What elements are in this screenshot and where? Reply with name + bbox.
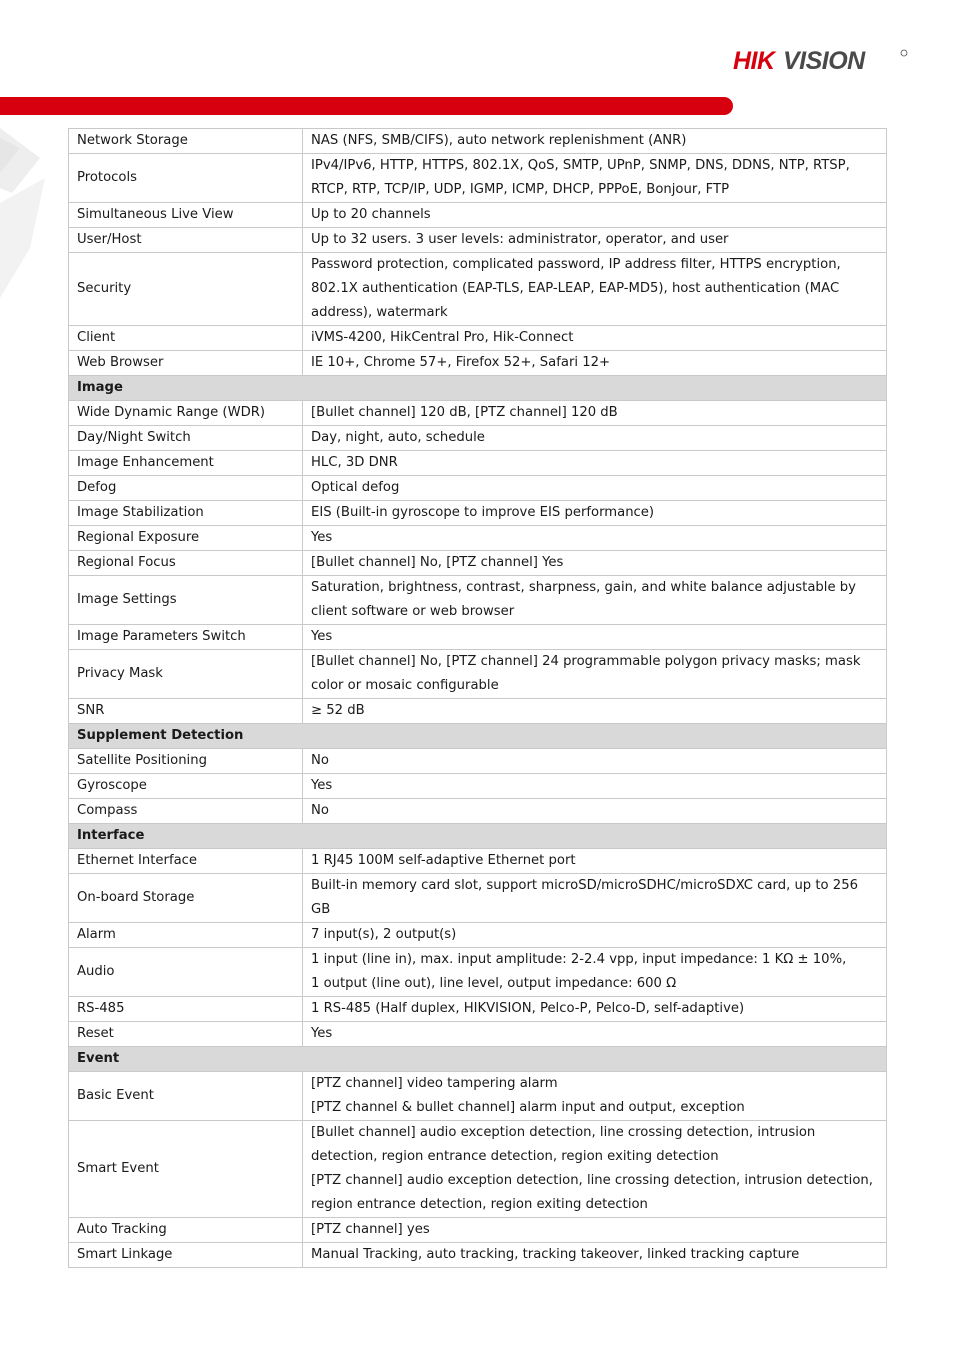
spec-row	[69, 401, 887, 426]
section-title: Interface	[69, 824, 887, 849]
spec-label: On-board Storage	[69, 874, 303, 923]
spec-row	[69, 1022, 887, 1047]
spec-row	[69, 426, 887, 451]
header-band	[0, 97, 733, 115]
spec-value-line: [Bullet channel] audio exception detection, line crossing detection, intrusion detection, region entrance detection, region exiting detection	[311, 1125, 816, 1164]
spec-value-line: 1 input (line in), max. input amplitude: 2-2.4 vpp, input impedance: 1 KΩ ± 10%,	[311, 952, 847, 967]
section-title: Image	[69, 376, 887, 401]
spec-row	[69, 923, 887, 948]
spec-label: Alarm	[69, 923, 303, 948]
spec-row	[69, 799, 887, 824]
spec-row	[69, 501, 887, 526]
spec-value-line: [Bullet channel] No, [PTZ channel] Yes	[311, 555, 564, 570]
spec-value-line: Optical defog	[311, 480, 400, 495]
spec-label: Basic Event	[69, 1072, 303, 1121]
spec-value-line: Yes	[311, 530, 333, 545]
spec-value-line: [PTZ channel] yes	[311, 1222, 430, 1237]
spec-label: Audio	[69, 948, 303, 997]
spec-value	[303, 650, 887, 699]
spec-value-line: Up to 32 users. 3 user levels: administrator, operator, and user	[311, 232, 729, 247]
spec-value	[303, 154, 887, 203]
spec-row	[69, 874, 887, 923]
spec-value-line: Day, night, auto, schedule	[311, 430, 485, 445]
spec-row	[69, 849, 887, 874]
spec-value	[303, 253, 887, 326]
spec-label: Image Enhancement	[69, 451, 303, 476]
spec-value-line: 1 output (line out), line level, output impedance: 600 Ω	[311, 976, 677, 991]
spec-row	[69, 1121, 887, 1218]
spec-label: Protocols	[69, 154, 303, 203]
watermark-graphic	[0, 118, 50, 308]
section-title: Supplement Detection	[69, 724, 887, 749]
spec-value-line: No	[311, 803, 329, 818]
spec-label: Smart Event	[69, 1121, 303, 1218]
spec-value-line: [PTZ channel & bullet channel] alarm input and output, exception	[311, 1100, 745, 1115]
spec-label: Wide Dynamic Range (WDR)	[69, 401, 303, 426]
spec-value	[303, 1218, 887, 1243]
spec-value	[303, 203, 887, 228]
spec-value-line: Built-in memory card slot, support microSD/microSDHC/microSDXC card, up to 256 GB	[311, 878, 858, 917]
spec-value-line: [PTZ channel] video tampering alarm	[311, 1076, 558, 1091]
spec-value	[303, 476, 887, 501]
spec-label: Image Parameters Switch	[69, 625, 303, 650]
spec-value-line: Up to 20 channels	[311, 207, 431, 222]
spec-label: User/Host	[69, 228, 303, 253]
spec-row	[69, 476, 887, 501]
spec-value	[303, 699, 887, 724]
spec-label: Client	[69, 326, 303, 351]
spec-value	[303, 526, 887, 551]
spec-value	[303, 351, 887, 376]
spec-row	[69, 351, 887, 376]
spec-value	[303, 501, 887, 526]
spec-label: Auto Tracking	[69, 1218, 303, 1243]
spec-row	[69, 576, 887, 625]
spec-value-line: ≥ 52 dB	[311, 703, 365, 718]
spec-row	[69, 1218, 887, 1243]
spec-row	[69, 948, 887, 997]
spec-label: Ethernet Interface	[69, 849, 303, 874]
spec-row	[69, 774, 887, 799]
spec-row	[69, 129, 887, 154]
spec-value-line: IPv4/IPv6, HTTP, HTTPS, 802.1X, QoS, SMTP, UPnP, SNMP, DNS, DDNS, NTP, RTSP, RTCP, RTP, TCP/IP, UDP, IGMP, ICMP, DHCP, PPPoE, Bonjour, FTP	[311, 158, 850, 197]
hikvision-logo	[733, 45, 909, 75]
spec-label: Defog	[69, 476, 303, 501]
spec-value	[303, 551, 887, 576]
spec-row	[69, 749, 887, 774]
spec-value	[303, 401, 887, 426]
spec-value	[303, 997, 887, 1022]
spec-value	[303, 576, 887, 625]
spec-value	[303, 874, 887, 923]
spec-label: Security	[69, 253, 303, 326]
spec-label: Image Settings	[69, 576, 303, 625]
section-header-row	[69, 1047, 887, 1072]
section-title: Event	[69, 1047, 887, 1072]
spec-label: Reset	[69, 1022, 303, 1047]
svg-text:VISION: VISION	[783, 47, 865, 75]
spec-row	[69, 451, 887, 476]
spec-value-line: 7 input(s), 2 output(s)	[311, 927, 457, 942]
spec-label: Day/Night Switch	[69, 426, 303, 451]
spec-value	[303, 625, 887, 650]
spec-row	[69, 699, 887, 724]
spec-label: SNR	[69, 699, 303, 724]
spec-row	[69, 253, 887, 326]
spec-label: Satellite Positioning	[69, 749, 303, 774]
spec-value-line: iVMS-4200, HikCentral Pro, Hik-Connect	[311, 330, 574, 345]
spec-value	[303, 451, 887, 476]
spec-value-line: Yes	[311, 629, 333, 644]
spec-value-line: [Bullet channel] No, [PTZ channel] 24 programmable polygon privacy masks; mask color or mosaic configurable	[311, 654, 861, 693]
spec-value-line: No	[311, 753, 329, 768]
spec-row	[69, 203, 887, 228]
spec-value	[303, 1121, 887, 1218]
spec-table	[68, 128, 887, 1268]
spec-row	[69, 1243, 887, 1268]
spec-label: Privacy Mask	[69, 650, 303, 699]
spec-value	[303, 426, 887, 451]
spec-value-line: Manual Tracking, auto tracking, tracking takeover, linked tracking capture	[311, 1247, 800, 1262]
spec-value-line: [Bullet channel] 120 dB, [PTZ channel] 120 dB	[311, 405, 618, 420]
spec-label: Regional Focus	[69, 551, 303, 576]
spec-label: Web Browser	[69, 351, 303, 376]
spec-value-line: 1 RS-485 (Half duplex, HIKVISION, Pelco-P, Pelco-D, self-adaptive)	[311, 1001, 745, 1016]
spec-value-line: [PTZ channel] audio exception detection, line crossing detection, intrusion detection, region entrance detection, region exiting detection	[311, 1173, 873, 1212]
spec-row	[69, 1072, 887, 1121]
spec-value-line: NAS (NFS, SMB/CIFS), auto network replenishment (ANR)	[311, 133, 687, 148]
spec-label: Network Storage	[69, 129, 303, 154]
spec-value	[303, 326, 887, 351]
spec-row	[69, 228, 887, 253]
spec-value	[303, 799, 887, 824]
spec-label: Smart Linkage	[69, 1243, 303, 1268]
spec-value	[303, 228, 887, 253]
spec-value	[303, 948, 887, 997]
spec-label: Compass	[69, 799, 303, 824]
spec-row	[69, 551, 887, 576]
spec-label: Regional Exposure	[69, 526, 303, 551]
spec-row	[69, 154, 887, 203]
spec-value-line: Yes	[311, 778, 333, 793]
spec-row	[69, 526, 887, 551]
spec-value-line: EIS (Built-in gyroscope to improve EIS performance)	[311, 505, 655, 520]
section-header-row	[69, 724, 887, 749]
spec-value	[303, 1072, 887, 1121]
section-header-row	[69, 376, 887, 401]
spec-row	[69, 625, 887, 650]
spec-row	[69, 997, 887, 1022]
section-header-row	[69, 824, 887, 849]
spec-label: Simultaneous Live View	[69, 203, 303, 228]
spec-value-line: IE 10+, Chrome 57+, Firefox 52+, Safari 12+	[311, 355, 611, 370]
spec-value	[303, 129, 887, 154]
spec-value	[303, 849, 887, 874]
spec-value-line: Yes	[311, 1026, 333, 1041]
spec-value	[303, 1243, 887, 1268]
spec-label: Gyroscope	[69, 774, 303, 799]
spec-value	[303, 774, 887, 799]
spec-value-line: Saturation, brightness, contrast, sharpness, gain, and white balance adjustable by client software or web browser	[311, 580, 856, 619]
spec-row	[69, 326, 887, 351]
spec-value	[303, 923, 887, 948]
spec-value-line: Password protection, complicated password, IP address filter, HTTPS encryption, 802.1X authentication (EAP-TLS, EAP-LEAP, EAP-MD5), host authentication (MAC address), watermark	[311, 257, 841, 320]
spec-value	[303, 1022, 887, 1047]
spec-row	[69, 650, 887, 699]
spec-value	[303, 749, 887, 774]
spec-label: Image Stabilization	[69, 501, 303, 526]
svg-text:HIK: HIK	[733, 47, 775, 75]
spec-label: RS-485	[69, 997, 303, 1022]
spec-value-line: HLC, 3D DNR	[311, 455, 398, 470]
spec-value-line: 1 RJ45 100M self-adaptive Ethernet port	[311, 853, 576, 868]
